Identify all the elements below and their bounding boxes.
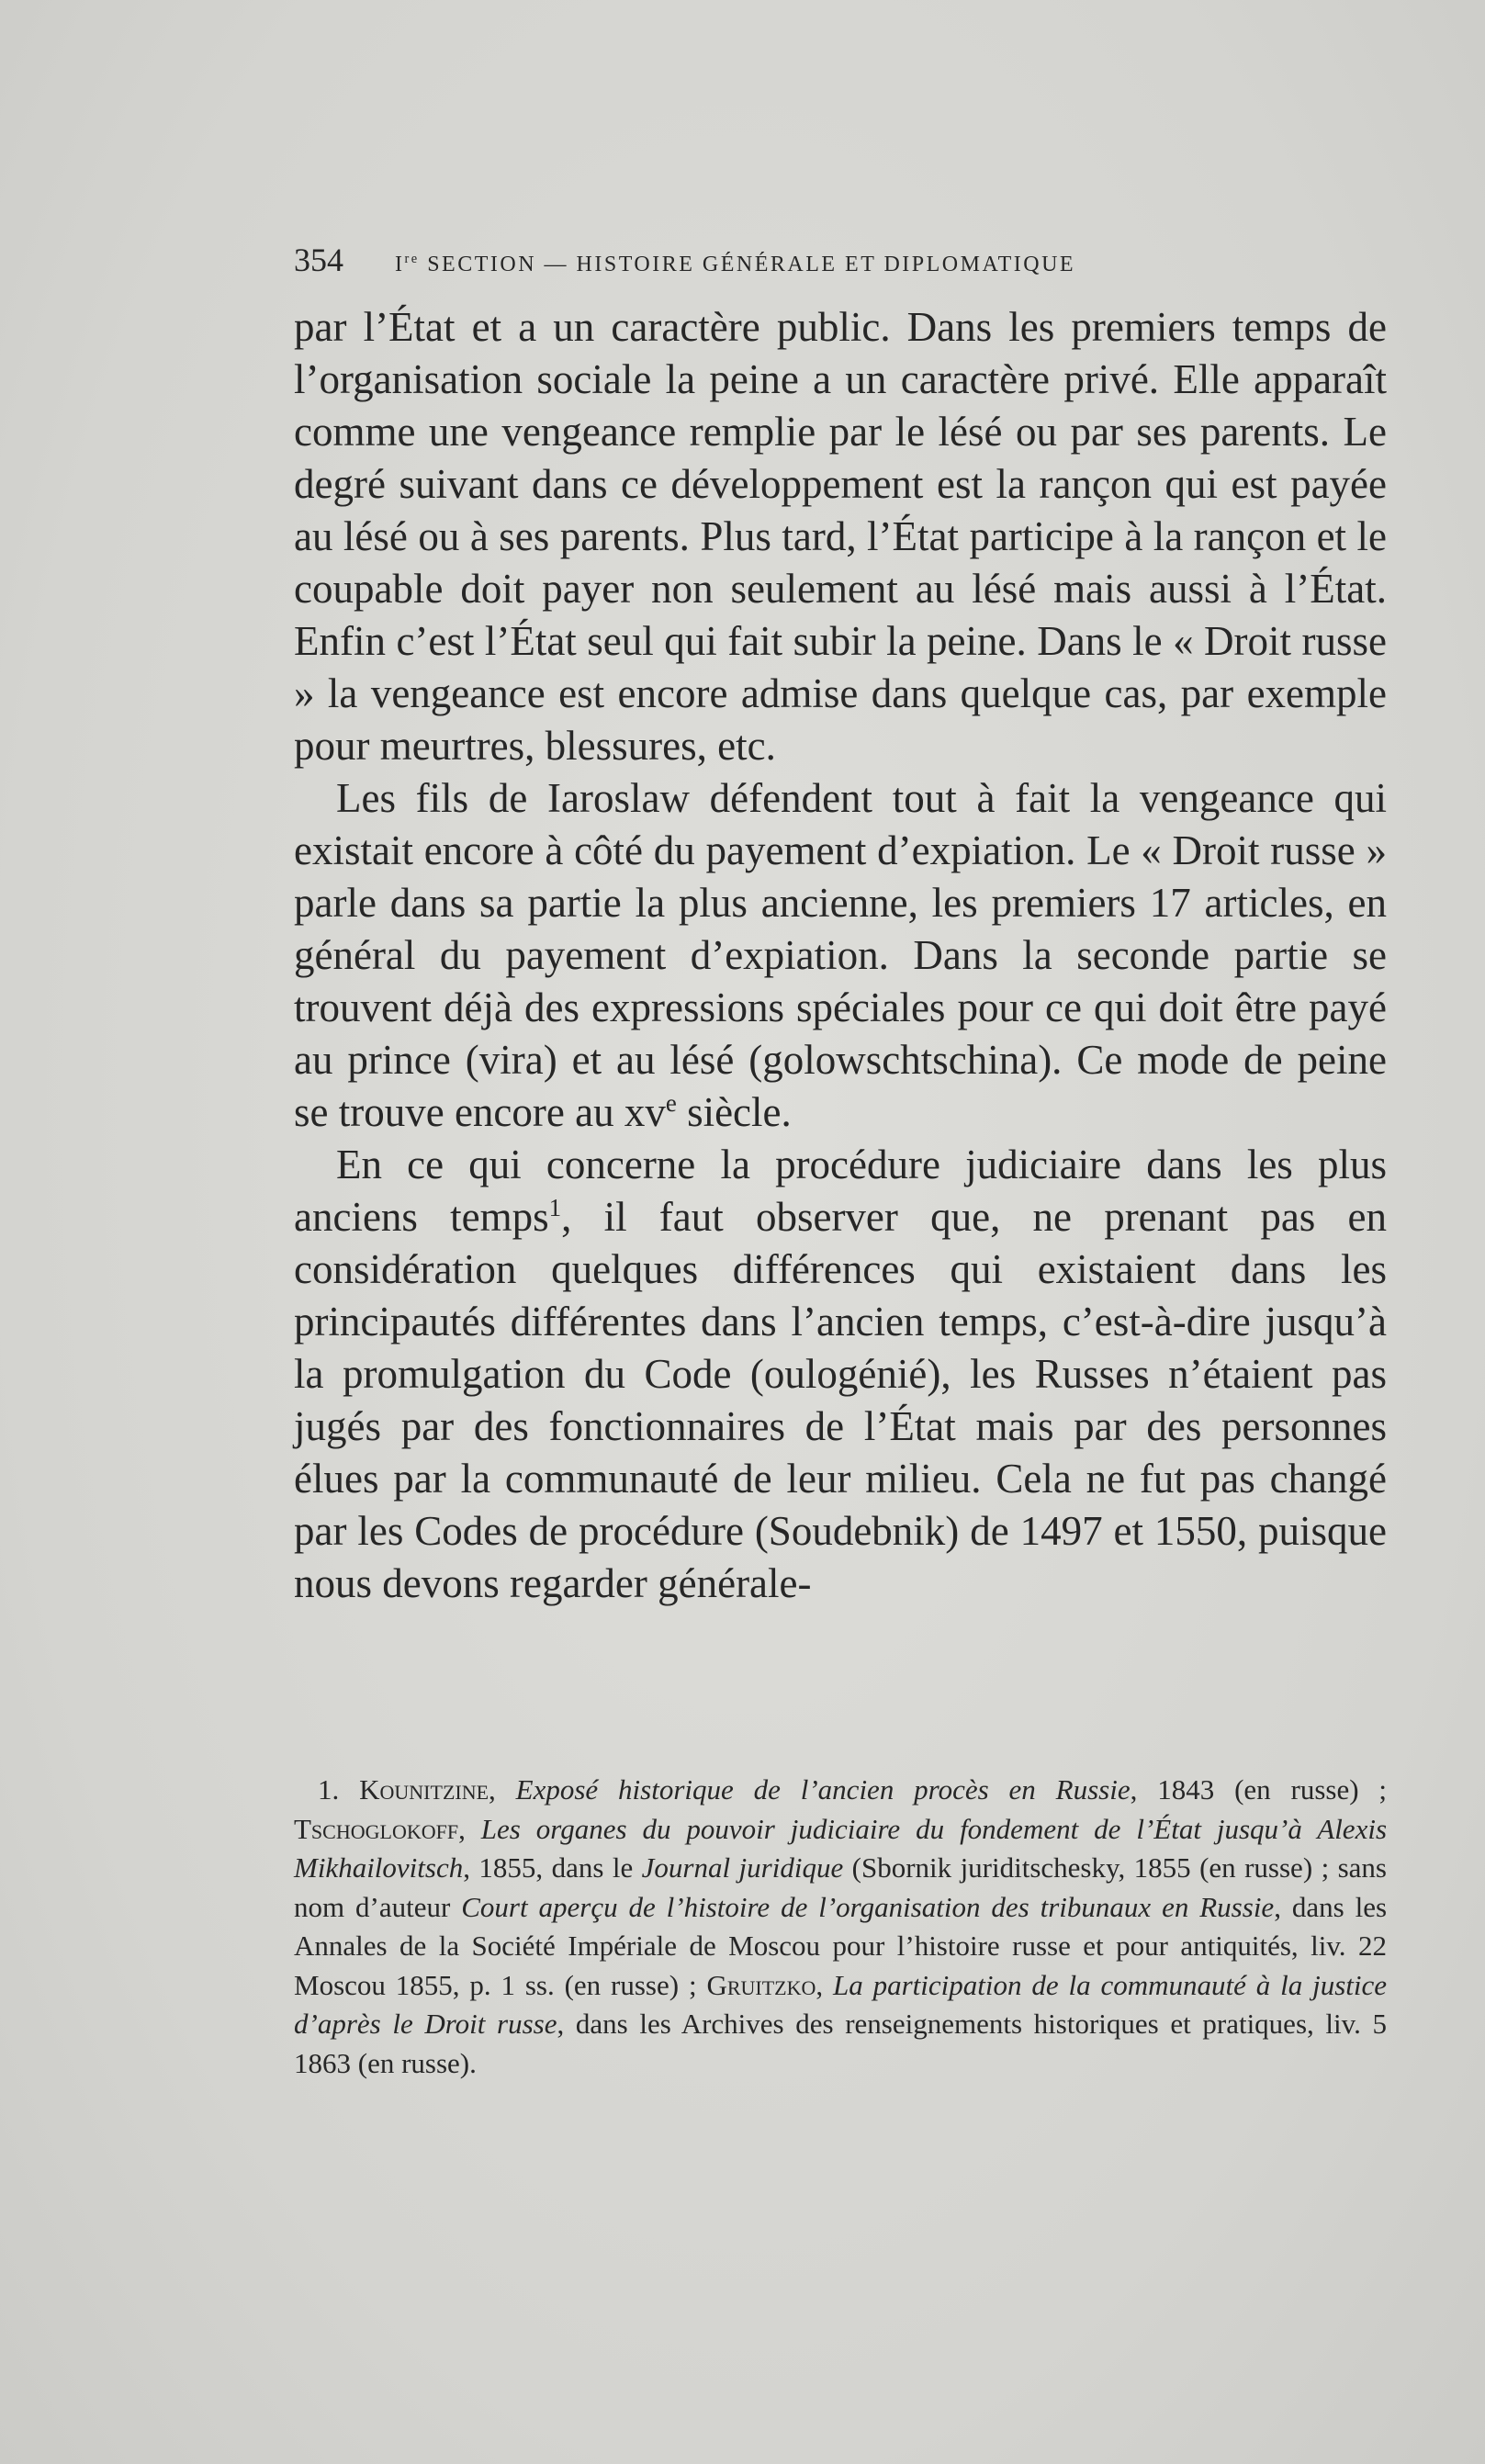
body-text bbox=[294, 301, 1387, 1610]
footnote-title-3: La participation de la communauté à la justice d’après le Droit russe bbox=[294, 1968, 1388, 2040]
paragraph-2-text: Les fils de Iaroslaw défendent tout à fait la vengeance qui existait encore à côté du payement d’expiation. Le « Droit russe » parle dans sa partie la plus ancienne, les premiers 17 articles, en général du payement d’expiation. Dans la seconde partie se trouvent déjà des expressions spéciales pour ce qui doit être payé au prince (vira) et au lésé (golowschtschina). Ce mode de peine se trouve encore au xv bbox=[294, 775, 1387, 1135]
footnote-author-1: Kounitzine bbox=[359, 1773, 489, 1806]
footnote-title-anon: Court aperçu de l’histoire de l’organisation des tribunaux en Russie bbox=[461, 1890, 1275, 1923]
footnote-rest-3: , dans les Archives des renseignements historiques et pratiques, liv. 5 1863 (en russe). bbox=[294, 2008, 1387, 2079]
paragraph-2 bbox=[294, 772, 1387, 1139]
footnotes bbox=[294, 1771, 1387, 2083]
paragraph-2-end: siècle. bbox=[676, 1089, 792, 1135]
paragraph-3-text: En ce qui concerne la procédure judiciaire dans les plus anciens temps bbox=[294, 1142, 1387, 1240]
running-head-prefix: I bbox=[395, 253, 405, 276]
footnote-ref: 1 bbox=[548, 1194, 562, 1221]
footnote-1: 1. Kounitzine, Exposé historique de l’ancien procès en Russie, 1843 (en russe) ; Tschoglokoff, Les organes du pouvoir judiciaire du fondement de l’État jusqu’à Alexis Mikhailovitsch, 1855, dans le Journal juridique (Sbornik juriditschesky, 1855 (en russe) ; sans nom d’auteur Court aperçu de l’histoire de l’organisation des tribunaux en Russie, dans les Annales de la Société Impériale de Moscou pour l’histoire russe et pour antiquités, liv. 22 Moscou 1855, p. 1 ss. (en russe) ; Gruitzko, La participation de la communauté à la justice d’après le Droit russe, dans les Archives des renseignements historiques et pratiques, liv. 5 1863 (en russe). bbox=[294, 1773, 1388, 2079]
footnote-title-1: Exposé historique de l’ancien procès en Russie bbox=[515, 1773, 1131, 1806]
running-header bbox=[294, 241, 1226, 279]
footnote-rest-1: , 1843 (en russe) ; bbox=[1130, 1773, 1388, 1806]
paragraph-1: par l’État et a un caractère public. Dans les premiers temps de l’organisation sociale la peine a un caractère privé. Elle apparaît comme une vengeance remplie par le lésé ou par ses parents. Le degré suivant dans ce développement est la rançon qui est payée au lésé ou à ses parents. Plus tard, l’État participe à la rançon et le coupable doit payer non seulement au lésé mais aussi à l’État. Enfin c’est l’État seul qui fait subir la peine. Dans le « Droit russe » la vengeance est encore admise dans quelque cas, par exemple pour meurtres, blessures, etc. bbox=[294, 304, 1387, 769]
paragraph-3 bbox=[294, 1139, 1387, 1610]
footnote-rest-anon: , dans les Annales de la Société Impériale de Moscou pour l’histoire russe et pour antiquités, liv. 22 Moscou 1855, p. 1 ss. (en russe) ; bbox=[294, 1890, 1388, 2001]
footnote-author-2: Tschoglokoff bbox=[294, 1812, 459, 1845]
running-head-text: SECTION — HISTOIRE GÉNÉRALE ET DIPLOMATIQUE bbox=[427, 253, 1076, 276]
paragraph-3-end: , il faut observer que, ne prenant pas en considération quelques différences qui existaient dans les principautés différentes dans l’ancien temps, c’est-à-dire jusqu’à la promulgation du Code (oulogénié), les Russes n’étaient pas jugés par des fonctionnaires de l’État mais par des personnes élues par la communauté de leur milieu. Cela ne fut pas changé par les Codes de procédure (Soudebnik) de 1497 et 1550, puisque nous devons regarder générale- bbox=[294, 1194, 1387, 1606]
running-head-sup: re bbox=[404, 252, 420, 266]
century-sup: e bbox=[665, 1089, 677, 1117]
footnote-journal: Journal juridique bbox=[641, 1851, 844, 1884]
footnote-number: 1. bbox=[318, 1773, 340, 1806]
footnote-title-2: Les organes du pouvoir judiciaire du fondement de l’État jusqu’à Alexis Mikhailovitsch bbox=[294, 1812, 1388, 1884]
page-number: 354 bbox=[294, 242, 343, 278]
running-head bbox=[395, 253, 1075, 277]
footnote-author-3: Gruitzko bbox=[706, 1968, 816, 2001]
footnote-journal-rest: (Sbornik juriditschesky, 1855 (en russe) ; sans nom d’auteur bbox=[294, 1851, 1388, 1923]
footnote-rest-2: , 1855, dans le bbox=[463, 1851, 634, 1884]
